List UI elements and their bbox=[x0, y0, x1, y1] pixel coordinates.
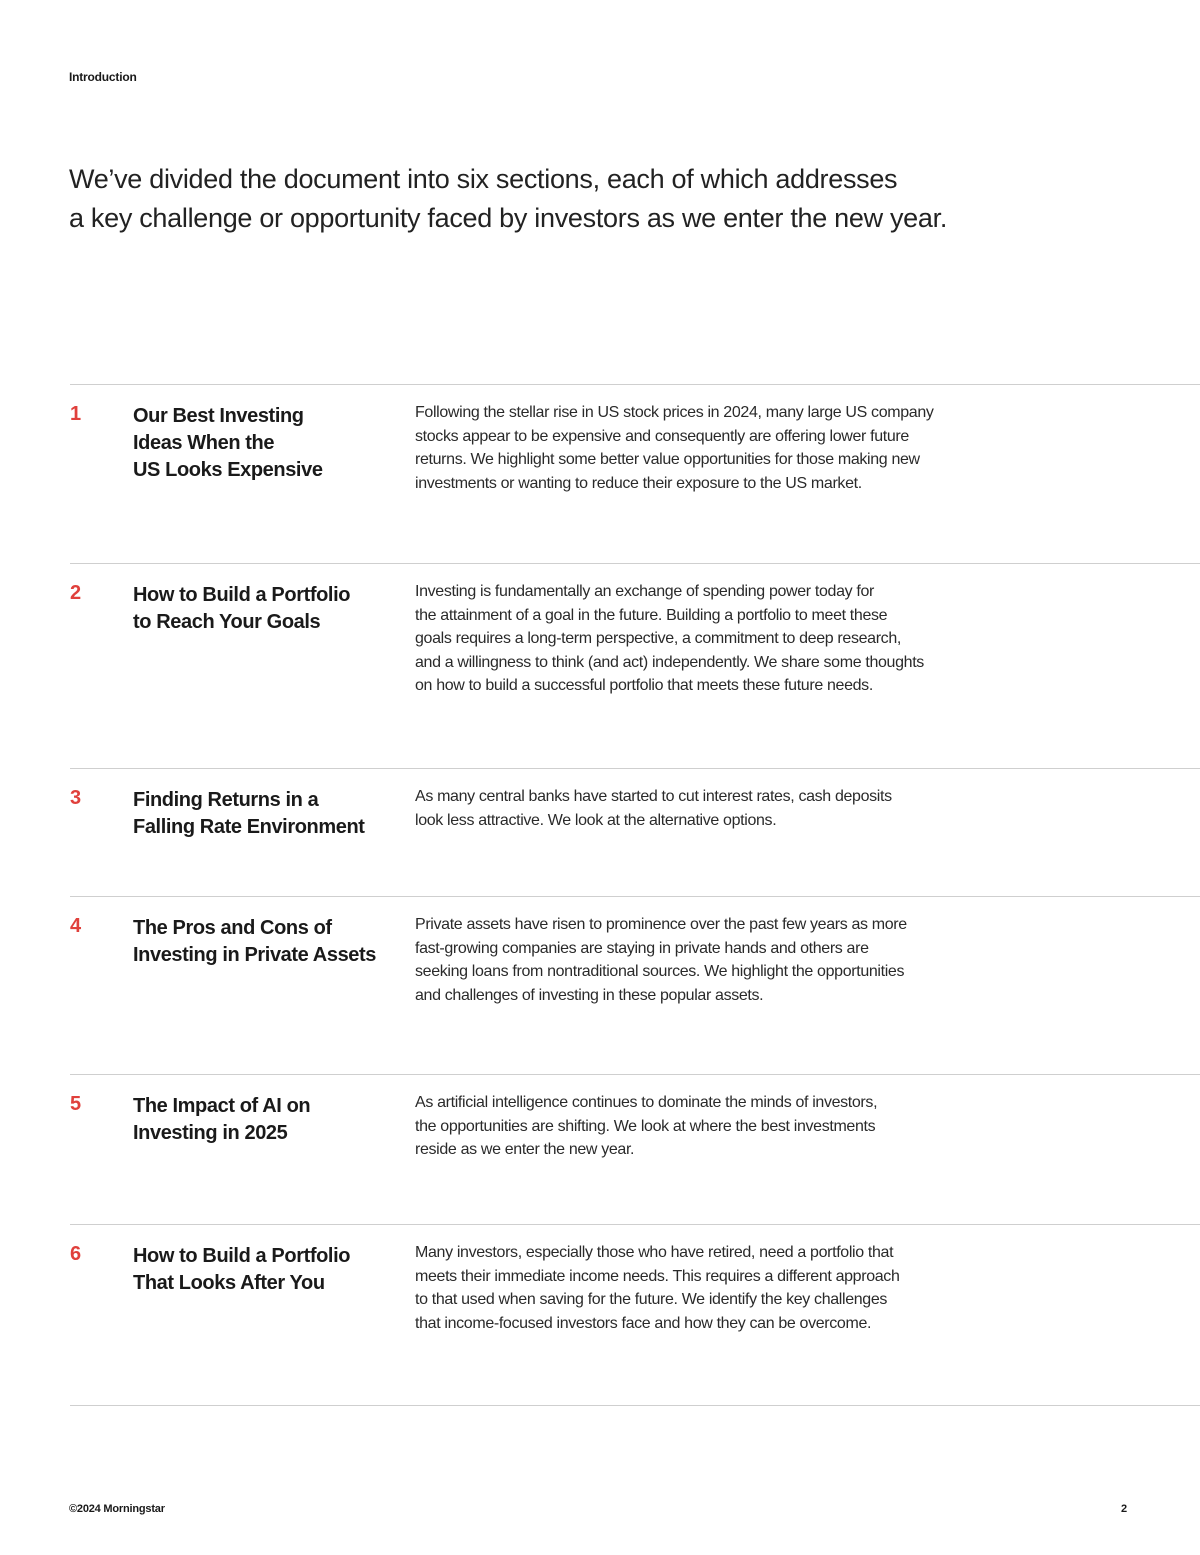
section-title-line: Our Best Investing bbox=[133, 405, 304, 427]
toc-row-3 bbox=[70, 768, 1200, 897]
section-title bbox=[133, 582, 393, 636]
section-title-line: That Looks After You bbox=[133, 1272, 325, 1294]
section-number: 6 bbox=[70, 1243, 82, 1265]
section-number: 2 bbox=[70, 582, 82, 604]
section-description-line: on how to build a successful portfolio that meets these future needs. bbox=[415, 677, 873, 694]
section-description-line: goals requires a long-term perspective, a commitment to deep research, bbox=[415, 630, 901, 647]
toc-row-6 bbox=[70, 1224, 1200, 1406]
section-description-line: fast-growing companies are staying in private hands and others are bbox=[415, 939, 869, 957]
section-number: 1 bbox=[70, 403, 82, 425]
section-description bbox=[415, 1091, 975, 1162]
section-title-line: The Pros and Cons of bbox=[133, 917, 332, 939]
section-description-line: Following the stellar rise in US stock prices in 2024, many large US company bbox=[415, 404, 934, 421]
section-title bbox=[133, 1243, 393, 1297]
section-title bbox=[133, 915, 393, 969]
intro-line: We’ve divided the document into six sections, each of which addresses bbox=[69, 164, 898, 194]
section-title bbox=[133, 1093, 393, 1147]
section-description bbox=[415, 401, 975, 495]
section-description-line: Many investors, especially those who have retired, need a portfolio that bbox=[415, 1244, 894, 1261]
copyright: ©2024 Morningstar bbox=[69, 1503, 165, 1515]
section-description-line: and a willingness to think (and act) independently. We share some thoughts bbox=[415, 653, 924, 671]
section-title-line: Falling Rate Environment bbox=[133, 816, 365, 838]
section-title-line: How to Build a Portfolio bbox=[133, 1245, 351, 1267]
section-description-line: reside as we enter the new year. bbox=[415, 1141, 635, 1158]
section-number: 3 bbox=[70, 787, 82, 809]
section-description bbox=[415, 913, 975, 1007]
section-description-line: As many central banks have started to cut interest rates, cash deposits bbox=[415, 788, 892, 805]
section-description-line: returns. We highlight some better value opportunities for those making new bbox=[415, 451, 920, 468]
section-description-line: Private assets have risen to prominence over the past few years as more bbox=[415, 916, 907, 933]
toc-row-1 bbox=[70, 384, 1200, 564]
intro-heading bbox=[69, 160, 1069, 238]
section-description-line: the opportunities are shifting. We look at where the best investments bbox=[415, 1117, 876, 1135]
page-number: 2 bbox=[1121, 1503, 1128, 1515]
section-description-line: and challenges of investing in these popular assets. bbox=[415, 986, 764, 1004]
section-description-line: As artificial intelligence continues to dominate the minds of investors, bbox=[415, 1094, 878, 1111]
section-description bbox=[415, 1241, 975, 1335]
section-title-line: Ideas When the bbox=[133, 432, 275, 454]
section-description-line: meets their immediate income needs. This requires a different approach bbox=[415, 1267, 900, 1285]
section-title-line: Investing in 2025 bbox=[133, 1122, 288, 1144]
section-title-line: Finding Returns in a bbox=[133, 789, 319, 811]
toc-row-2 bbox=[70, 563, 1200, 769]
section-description-line: look less attractive. We look at the alternative options. bbox=[415, 811, 777, 829]
section-description-line: investments or wanting to reduce their exposure to the US market. bbox=[415, 474, 862, 492]
section-number: 5 bbox=[70, 1093, 82, 1115]
section-label: Introduction bbox=[69, 70, 137, 84]
section-description-line: stocks appear to be expensive and consequently are offering lower future bbox=[415, 427, 909, 445]
toc-row-4 bbox=[70, 896, 1200, 1075]
section-number: 4 bbox=[70, 915, 82, 937]
section-description-line: that income-focused investors face and how they can be overcome. bbox=[415, 1314, 872, 1332]
section-description-line: the attainment of a goal in the future. Building a portfolio to meet these bbox=[415, 606, 888, 624]
toc-row-5 bbox=[70, 1074, 1200, 1225]
section-description bbox=[415, 580, 975, 698]
section-description-line: Investing is fundamentally an exchange of spending power today for bbox=[415, 583, 874, 600]
section-description-line: seeking loans from nontraditional sources. We highlight the opportunities bbox=[415, 963, 905, 980]
section-title bbox=[133, 403, 393, 484]
section-title-line: Investing in Private Assets bbox=[133, 944, 376, 966]
section-title-line: US Looks Expensive bbox=[133, 459, 323, 481]
section-description-line: to that used when saving for the future. We identify the key challenges bbox=[415, 1291, 888, 1308]
section-title-line: The Impact of AI on bbox=[133, 1095, 311, 1117]
section-title-line: to Reach Your Goals bbox=[133, 611, 321, 633]
section-title-line: How to Build a Portfolio bbox=[133, 584, 351, 606]
section-description bbox=[415, 785, 975, 832]
section-title bbox=[133, 787, 393, 841]
intro-line: a key challenge or opportunity faced by investors as we enter the new year. bbox=[69, 203, 948, 233]
